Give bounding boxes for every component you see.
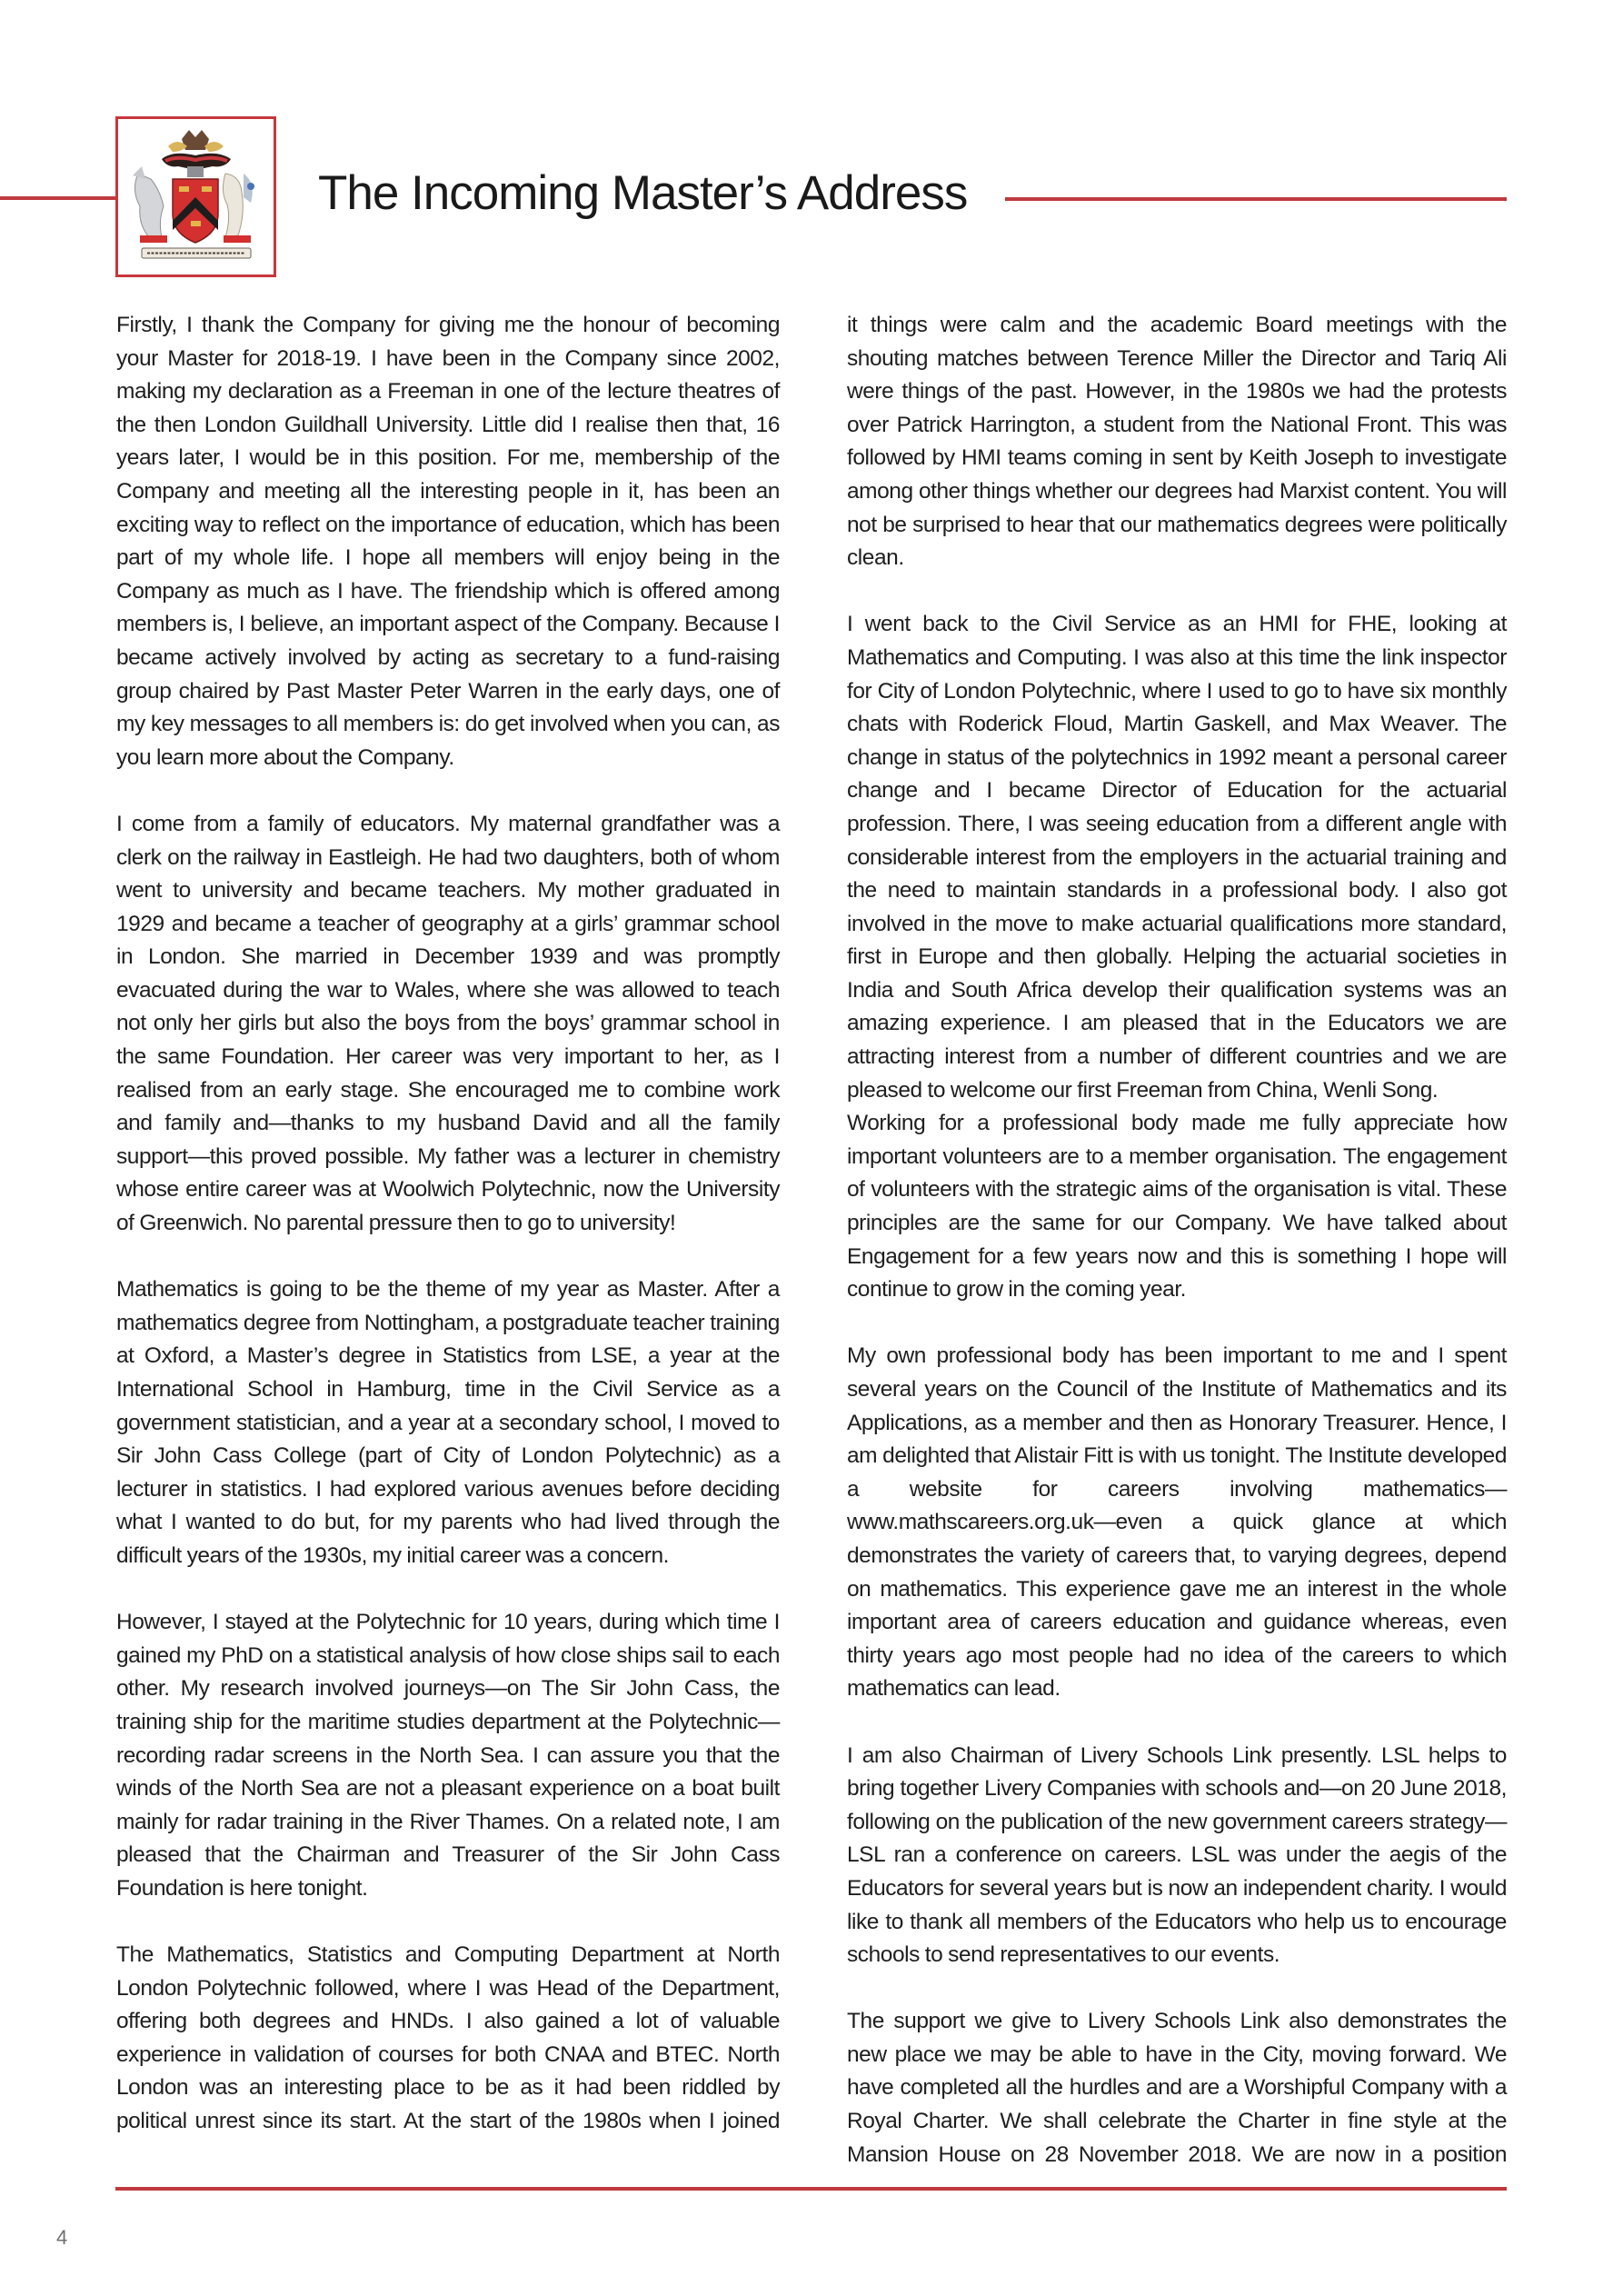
paragraph: it things were calm and the academic Board meetings with the shouting matches between Terence Miller the Director and Tariq Ali were things of the past. However, in the 1980s we had the protests over Patrick Harrington, a student from the National Front. This was followed by HMI teams coming in sent by Keith Joseph to investigate among other things whether our degrees had Marxist content. You will not be surprised to hear that our mathematics degrees were politically clean. <box>847 313 1507 571</box>
paragraph: The Mathematics, Statistics and Computing Department at North London Polytechnic followed, where I was Head of the Department, offering both degrees and HNDs. I also gained a lot of valuable experience in validation of courses for both CNAA and BTEC. North London was an interesting place to be as it had been riddled by political unrest since its start. At the start of the 1980s when I joined <box>116 1942 780 2134</box>
paragraph: My own professional body has been important to me and I spent several years on the Council of the Institute of Mathematics and its Applications, as a member and then as Honorary Treasurer. Hence, I am delighted that Alistair Fitt is with us tonight. The Institute developed a website for careers involving mathematics—www.mathscareers.org.uk—even a quick glance at which demonstrates the variety of careers that, to varying degrees, depend on mathematics. This experience gave me an interest in the whole important area of careers education and guidance whereas, even thirty years ago most people had no idea of the careers to which mathematics can lead. <box>847 1343 1507 1702</box>
paragraph: Firstly, I thank the Company for giving me the honour of becoming your Master for 2018-19. I have been in the Company since 2002, making my declaration as a Freeman in one of the lecture theatres of the then London Guildhall University. Little did I realise then that, 16 years later, I would be in this position. For me, membership of the Company and meeting all the interesting people in it, has been an exciting way to reflect on the importance of education, which has been part of my whole life. I hope all members will enjoy being in the Company as much as I have. The friendship which is offered among members is, I believe, an important aspect of the Company. Because I became actively involved by acting as secretary to a fund-raising group chaired by Past Master Peter Warren in the early days, one of my key messages to all members is: do get involved when you can, as you learn more about the Company. <box>116 313 780 770</box>
coat-of-arms-icon <box>118 119 274 275</box>
page-title: The Incoming Master’s Address <box>318 166 968 220</box>
paragraph: The support we give to Livery Schools Link also demonstrates the new place we may be able to have in the City, moving forward. We have completed all the hurdles and are a Worshipful Company with a Royal Charter. We shall celebrate the Charter in fine style at the Mansion House on 28 November 2018. We are now in a position <box>847 2009 1507 2167</box>
footer-rule <box>115 2187 1507 2191</box>
paragraph: Working for a professional body made me fully appreciate how important volunteers are to a member organisation. The engagement of volunteers with the strategic aims of the organisation is vital. These principles are the same for our Company. We have talked about Engagement for a few years now and this is something I hope will continue to grow in the coming year. <box>847 1111 1507 1303</box>
page-number: 4 <box>56 2226 68 2249</box>
header-rule-left <box>0 196 116 200</box>
paragraph: I went back to the Civil Service as an HMI for FHE, looking at Mathematics and Computing. I was also at this time the link inspector for City of London Polytechnic, where I used to go to have six monthly chats with Roderick Floud, Martin Gaskell, and Max Weaver. The change in status of the polytechnics in 1992 meant a personal career change and I became Director of Education for the actuarial profession. There, I was seeing education from a different angle with considerable interest from the employers in the actuarial training and the need to maintain standards in a professional body. I also got involved in the move to make actuarial qualifications more standard, first in Europe and then globally. Helping the actuarial societies in India and South Africa develop their qualification systems was an amazing experience. I am pleased that in the Educators we are attracting interest from a number of different countries and we are pleased to welcome our first Freeman from China, Wenli Song. <box>847 612 1507 1103</box>
coat-of-arms-logo <box>115 116 276 277</box>
paragraph: I come from a family of educators. My maternal grandfather was a clerk on the railway in Eastleigh. He had two daughters, both of whom went to university and became teachers. My mother graduated in 1929 and became a teacher of geography at a girls’ grammar school in London. She married in December 1939 and was promptly evacuated during the war to Wales, where she was allowed to teach not only her girls but also the boys from the boys’ grammar school in the same Foundation. Her career was very important to her, as I realised from an early stage. She encouraged me to combine work and family and—thanks to my husband David and all the family support—this proved possible. My father was a lecturer in chemistry whose entire career was at Woolwich Polytechnic, now the University of Greenwich. No parental pressure then to go to university! <box>116 811 780 1236</box>
body-column-left <box>116 309 780 2139</box>
body-column-right <box>847 309 1507 2171</box>
paragraph: I am also Chairman of Livery Schools Link presently. LSL helps to bring together Livery Companies with schools and—on 20 June 2018, following on the publication of the new government careers strategy—LSL ran a conference on careers. LSL was under the aegis of the Educators for several years but is now an independent charity. I would like to thank all members of the Educators who help us to encourage schools to send representatives to our events. <box>847 1742 1507 1968</box>
paragraph: Mathematics is going to be the theme of my year as Master. After a mathematics degree from Nottingham, a postgraduate teacher training at Oxford, a Master’s degree in Statistics from LSE, a year at the International School in Hamburg, time in the Civil Service as a government statistician, and a year at a secondary school, I moved to Sir John Cass College (part of City of London Polytechnic) as a lecturer in statistics. I had explored various avenues before deciding what I wanted to do but, for my parents who had lived through the difficult years of the 1930s, my initial career was a concern. <box>116 1277 780 1568</box>
header-rule-right <box>1005 197 1507 201</box>
paragraph: However, I stayed at the Polytechnic for 10 years, during which time I gained my PhD on a statistical analysis of how close ships sail to each other. My research involved journeys—on The Sir John Cass, the training ship for the maritime studies department at the Polytechnic—recording radar screens in the North Sea. I can assure you that the winds of the North Sea are not a pleasant experience on a boat built mainly for radar training in the River Thames. On a related note, I am pleased that the Chairman and Treasurer of the Sir John Cass Foundation is here tonight. <box>116 1610 780 1901</box>
